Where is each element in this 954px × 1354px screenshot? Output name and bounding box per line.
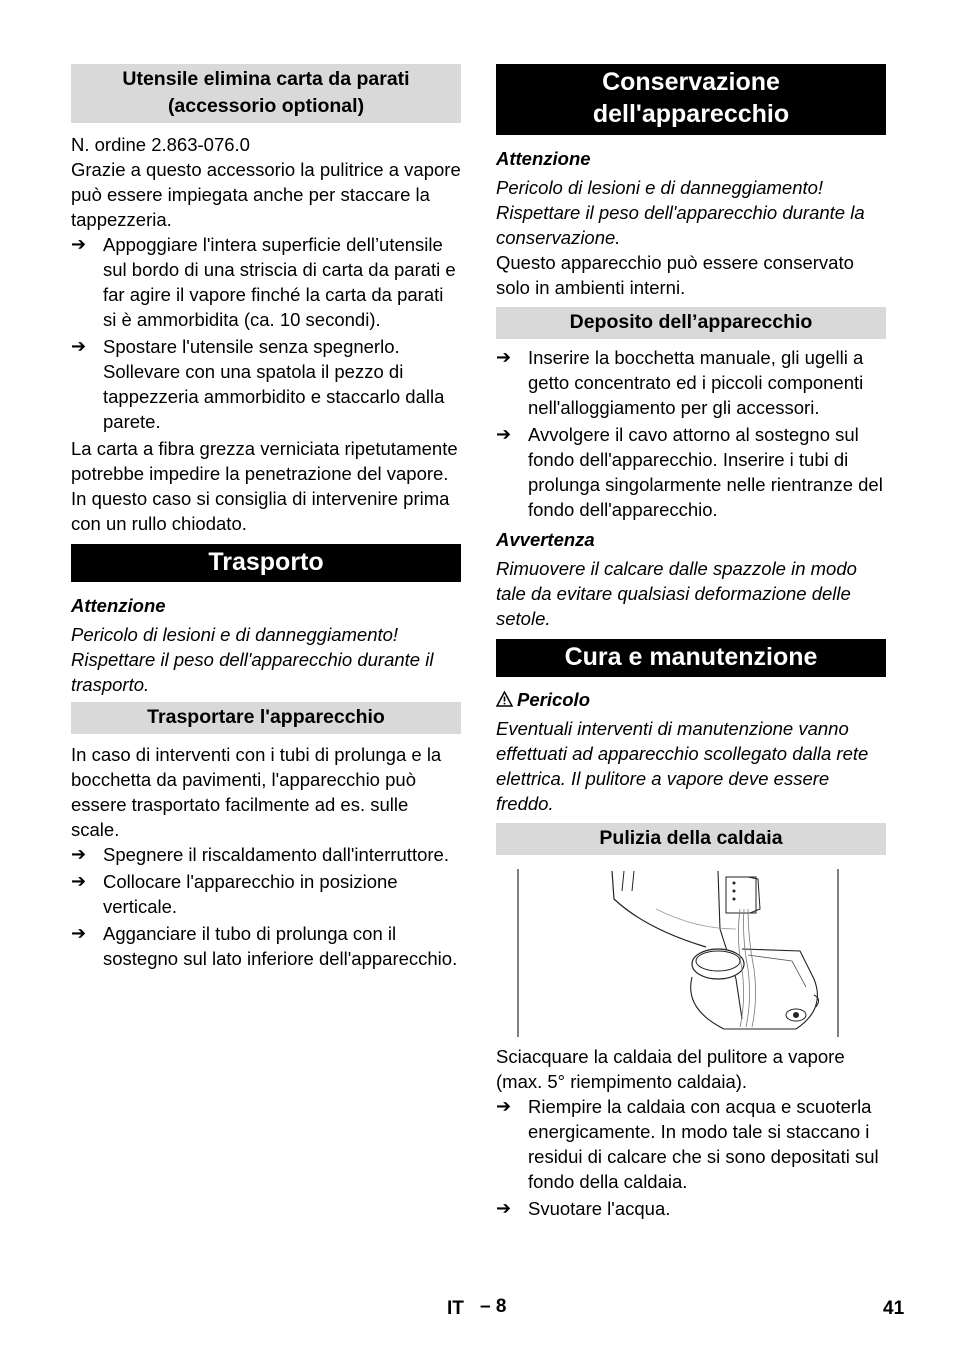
step-text: Agganciare il tubo di prolunga con il sostegno sul lato inferiore dell'apparecchio.: [103, 923, 458, 969]
warning-text: Rimuovere il calcare dalle spazzole in modo tale da evitare qualsiasi deformazione delle setole.: [496, 558, 857, 629]
arrow-icon: ➔: [71, 923, 87, 943]
list-item: [71, 842, 461, 867]
step-text: Appoggiare l'intera superficie dell’utensile sul bordo di una striscia di carta da parati e far agire il vapore finché la carta da parati si è ammorbidita (ca. 10 secondi).: [103, 234, 456, 330]
step-text: Spegnere il riscaldamento dall'interruttore.: [103, 844, 449, 865]
step-text: Riempire la caldaia con acqua e scuoterla energicamente. In modo tale si staccano i residui di calcare che si sono depositati sul fondo della caldaia.: [528, 1096, 879, 1192]
danger-heading: [496, 687, 886, 712]
footer-page-number: 41: [883, 1298, 905, 1319]
list-item: [496, 345, 886, 420]
footer-language: IT: [447, 1298, 464, 1319]
arrow-icon: ➔: [496, 1198, 512, 1218]
right-column: [496, 64, 886, 1221]
storage-indoor: Questo apparecchio può essere conservato solo in ambienti interni.: [496, 252, 854, 298]
warning-triangle-icon: [496, 691, 513, 707]
step-text: Svuotare l'acqua.: [528, 1198, 671, 1219]
heading-care: Cura e manutenzione: [496, 639, 886, 677]
arrow-icon: ➔: [71, 234, 87, 254]
list-item: [71, 921, 461, 971]
heading-storage: Conservazione dell'apparecchio: [496, 64, 886, 135]
danger-text: Eventuali interventi di manutenzione vanno effettuati ad apparecchio scollegato dalla rete elettrica. Il pulitore a vapore deve essere freddo.: [496, 718, 869, 814]
attention-text: Pericolo di lesioni e di danneggiamento! Rispettare il peso dell'apparecchio durante la conservazione.: [496, 177, 865, 248]
arrow-icon: ➔: [496, 424, 512, 444]
list-item: [71, 334, 461, 434]
boiler-drawing: [496, 869, 886, 1041]
arrow-icon: ➔: [71, 336, 87, 356]
order-number: N. ordine 2.863-076.0: [71, 134, 250, 155]
heading-transport: Trasporto: [71, 544, 461, 582]
heading-deposit: Deposito dell’apparecchio: [496, 307, 886, 339]
boiler-illustration: [496, 869, 886, 1041]
heading-boiler: Pulizia della caldaia: [496, 823, 886, 855]
arrow-icon: ➔: [71, 844, 87, 864]
left-column: [71, 64, 461, 971]
step-text: Spostare l'utensile senza spegnerlo. Sollevare con una spatola il pezzo di tappezzeria ammorbidito e staccarlo dalla parete.: [103, 336, 445, 432]
tool-note: La carta a fibra grezza verniciata ripetutamente potrebbe impedire la penetrazione del vapore. In questo caso si consiglia di intervenire prima con un rullo chiodato.: [71, 438, 458, 534]
list-item: [71, 232, 461, 332]
attention-text: Pericolo di lesioni e di danneggiamento! Rispettare il peso dell'apparecchio durante il trasporto.: [71, 624, 434, 695]
warning-label: Avvertenza: [496, 529, 595, 550]
step-text: Inserire la bocchetta manuale, gli ugelli a getto concentrato ed i piccoli componenti nell'alloggiamento per gli accessori.: [528, 347, 864, 418]
tool-intro: Grazie a questo accessorio la pulitrice a vapore può essere impiegata anche per staccare la tappezzeria.: [71, 159, 461, 230]
step-text: Avvolgere il cavo attorno al sostegno sul fondo dell'apparecchio. Inserire i tubi di prolunga singolarmente nelle rientranze del fondo dell'apparecchio.: [528, 424, 883, 520]
arrow-icon: ➔: [496, 1096, 512, 1116]
attention-label: Attenzione: [496, 148, 591, 169]
step-text: Collocare l'apparecchio in posizione verticale.: [103, 871, 398, 917]
list-item: [496, 422, 886, 522]
list-item: [71, 869, 461, 919]
heading-wallpaper-tool: Utensile elimina carta da parati (accessorio optional): [71, 64, 461, 123]
danger-label: Pericolo: [517, 689, 590, 710]
arrow-icon: ➔: [496, 347, 512, 367]
attention-label: Attenzione: [71, 595, 166, 616]
list-item: [496, 1094, 886, 1194]
footer-section-page: – 8: [480, 1296, 507, 1317]
list-item: [496, 1196, 886, 1221]
carry-intro: In caso di interventi con i tubi di prolunga e la bocchetta da pavimenti, l'apparecchio può essere trasportato facilmente ad es. sulle scale.: [71, 744, 442, 840]
boiler-intro: Sciacquare la caldaia del pulitore a vapore (max. 5° riempimento caldaia).: [496, 1046, 845, 1092]
arrow-icon: ➔: [71, 871, 87, 891]
heading-carry: Trasportare l'apparecchio: [71, 702, 461, 734]
